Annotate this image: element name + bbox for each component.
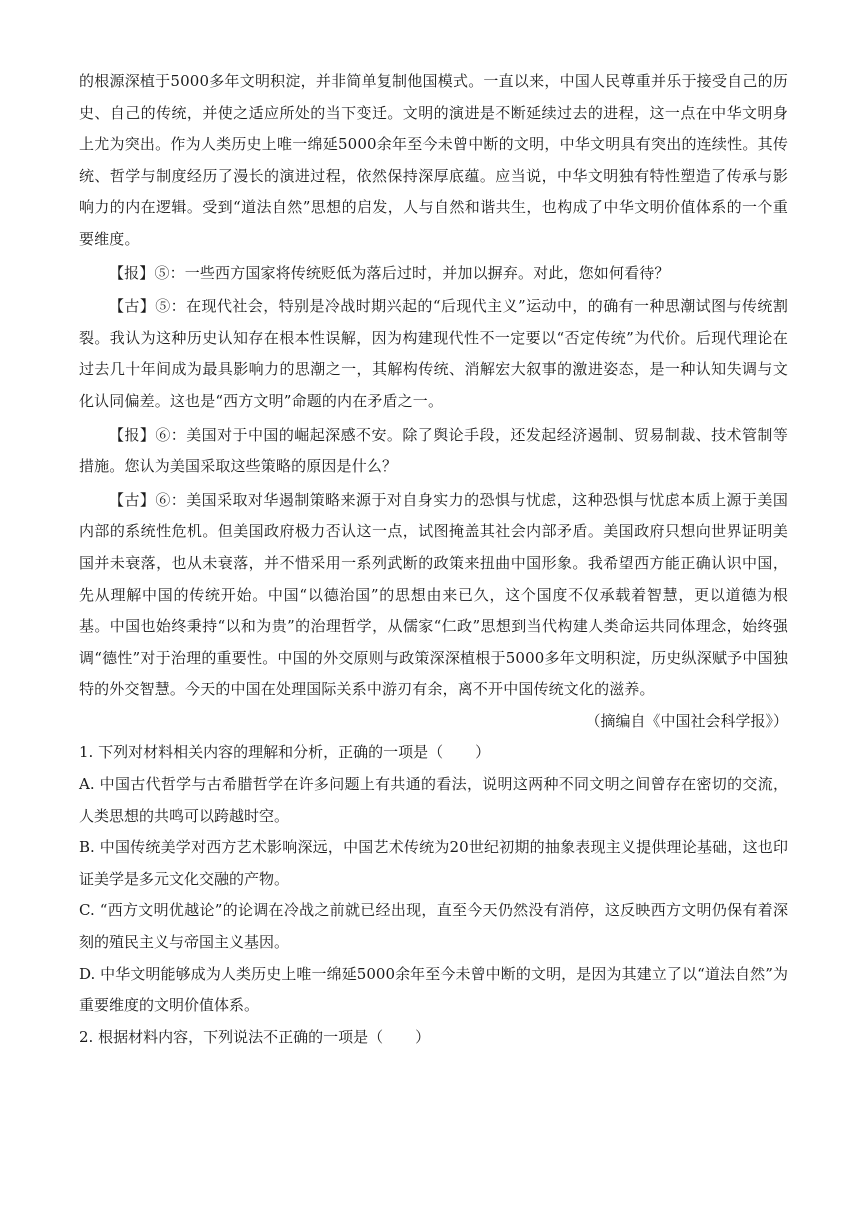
- question-1-stem-text: 1. 下列对材料相关内容的理解和分析，正确的一项是（: [79, 743, 444, 762]
- question-1-option-b: B. 中国传统美学对西方艺术影响深远，中国艺术传统为20世纪初期的抽象表现主义提供理论基础，这也印证美学是多元文化交融的产物。: [79, 838, 788, 888]
- interview-answer-5: 【古】⑤：在现代社会，特别是冷战时期兴起的“后现代主义”运动中，的确有一种思潮试图与传统割裂。我认为这种历史认知存在根本性误解，因为构建现代性不一定要以“否定传统”为代价。后现代理论在过去几十年间成为最具影响力的思潮之一，其解构传统、消解宏大叙事的激进姿态，是一种认知失调与文化认同偏差。这也是“西方文明”命题的内在矛盾之一。: [79, 297, 788, 410]
- question-1-stem: [79, 737, 788, 769]
- article-paragraph-1: 的根源深植于5000多年文明积淀，并非简单复制他国模式。一直以来，中国人民尊重并乐于接受自己的历史、自己的传统，并使之适应所处的当下变迁。文明的演进是不断延续过去的进程，这一点在中华文明身上尤为突出。作为人类历史上唯一绵延5000余年至今未曾中断的文明，中华文明具有突出的连续性。其传统、哲学与制度经历了漫长的演进过程，依然保持深厚底蕴。应当说，中华文明独有特性塑造了传承与影响力的内在逻辑。受到“道法自然”思想的启发，人与自然和谐共生，也构成了中华文明价值体系的一个重要维度。: [79, 72, 788, 248]
- question-1-option-d: D. 中华文明能够成为人类历史上唯一绵延5000余年至今未曾中断的文明，是因为其建立了以“道法自然”为重要维度的文明价值体系。: [79, 964, 788, 1015]
- question-1-stem-close: ）: [475, 743, 491, 762]
- question-2-stem-text: 2. 根据材料内容，下列说法不正确的一项是（: [79, 1027, 384, 1046]
- question-2-stem: [79, 1022, 788, 1054]
- interview-question-6: 【报】⑥：美国对于中国的崛起深感不安。除了舆论手段，还发起经济遏制、贸易制裁、技术管制等措施。您认为美国采取这些策略的原因是什么？: [79, 425, 788, 476]
- question-1-option-a: A. 中国古代哲学与古希腊哲学在许多问题上有共通的看法，说明这两种不同文明之间曾存在密切的交流，人类思想的共鸣可以跨越时空。: [79, 775, 788, 825]
- question-2-stem-close: ）: [415, 1027, 431, 1046]
- article-source: （摘编自《中国社会科学报》）: [585, 711, 788, 730]
- interview-answer-6: 【古】⑥：美国采取对华遏制策略来源于对自身实力的恐惧与忧虑，这种恐惧与忧虑本质上源于美国内部的系统性危机。但美国政府极力否认这一点，试图掩盖其社会内部矛盾。美国政府只想向世界证明美国并未衰落，也从未衰落，并不惜采用一系列武断的政策来扭曲中国形象。我希望西方能正确认识中国，先从理解中国的传统开始。中国“以德治国”的思想由来已久，这个国度不仅承载着智慧，更以道德为根基。中国也始终秉持“以和为贵”的治理哲学，从儒家“仁政”思想到当代构建人类命运共同体理念，始终强调“德性”对于治理的重要性。中国的外交原则与政策深深植根于5000多年文明积淀，历史纵深赋予中国独特的外交智慧。今天的中国在处理国际关系中游刃有余，离不开中国传统文化的滋养。: [79, 490, 788, 699]
- interview-question-5: 【报】⑤：一些西方国家将传统贬低为落后过时，并加以摒弃。对此，您如何看待？: [109, 263, 670, 282]
- question-1-option-c: C. “西方文明优越论”的论调在冷战之前就已经出现，直至今天仍然没有消停，这反映西方文明仍保有着深刻的殖民主义与帝国主义基因。: [79, 901, 788, 952]
